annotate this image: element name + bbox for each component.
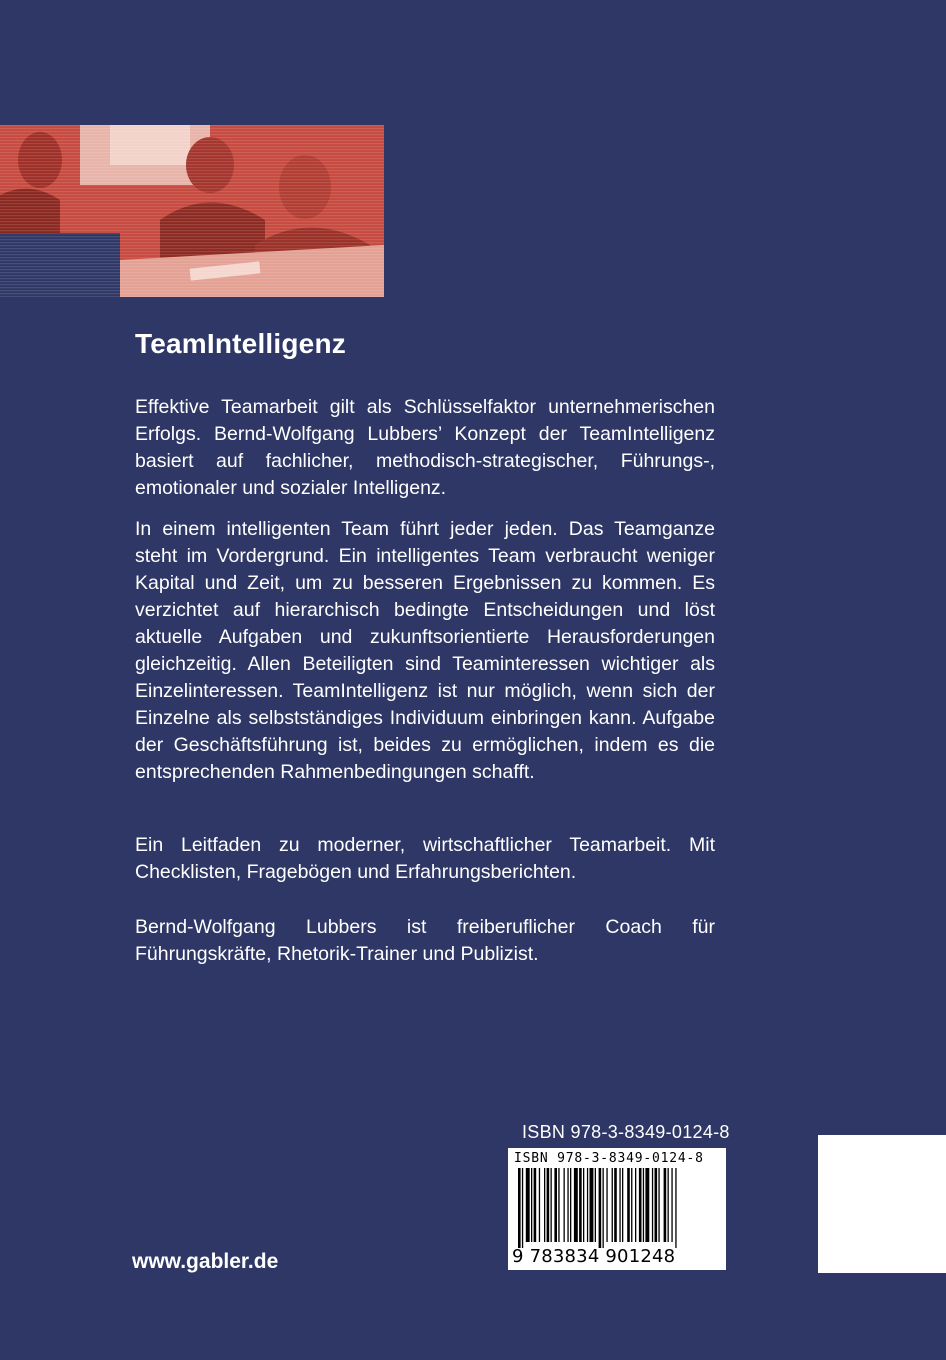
barcode-isbn-text: ISBN 978-3-8349-0124-8 [514, 1151, 704, 1166]
author-bio: Bernd-Wolfgang Lubbers ist freiberuflicher Coach für Führungskräfte, Rhetorik-Trainer und Publizist. [135, 916, 715, 965]
cover-photo-team-meeting [0, 125, 384, 297]
blurb-paragraph-3: Ein Leitfaden zu moderner, wirtschaftlicher Teamarbeit. Mit Checklisten, Fragebögen und Erfahrungsberichten. [135, 834, 715, 883]
blurb-paragraph-2: In einem intelligenten Team führt jeder jeden. Das Teamganze steht im Vordergrund. Ein intelligentes Team verbraucht weniger Kapital und Zeit, um zu besseren Ergebnissen zu kommen. Es verzichtet auf hierarchisch bedingte Entscheidungen und löst aktuelle Aufgaben und zukunftsorientierte Herausforderungen gleichzeitig. Allen Beteiligten sind Teaminteressen wichtiger als Einzelinteressen. TeamIntelligenz ist nur möglich, wenn sich der Einzelne als selbstständiges Individuum einbringen kann. Aufgabe der Geschäftsführung ist, beides zu ermöglichen, indem es die entsprechenden Rahmenbedingungen schafft. [135, 518, 715, 783]
publisher-url: www.gabler.de [132, 1250, 279, 1273]
price-sticker-area [818, 1135, 946, 1273]
barcode-digits: 9 783834 901248 [512, 1246, 676, 1267]
barcode-panel [508, 1148, 726, 1270]
isbn-label: ISBN 978-3-8349-0124-8 [522, 1122, 730, 1142]
blurb-paragraph-1: Effektive Teamarbeit gilt als Schlüsselfaktor unternehmerischen Erfolgs. Bernd-Wolfgang Lubbers’ Konzept der TeamIntelligenz basiert auf fachlicher, methodisch-strategischer, Führungs-, emotionaler und sozialer Intelligenz. [135, 396, 715, 499]
barcode-bars-icon [514, 1168, 720, 1248]
book-title: TeamIntelligenz [135, 328, 346, 359]
